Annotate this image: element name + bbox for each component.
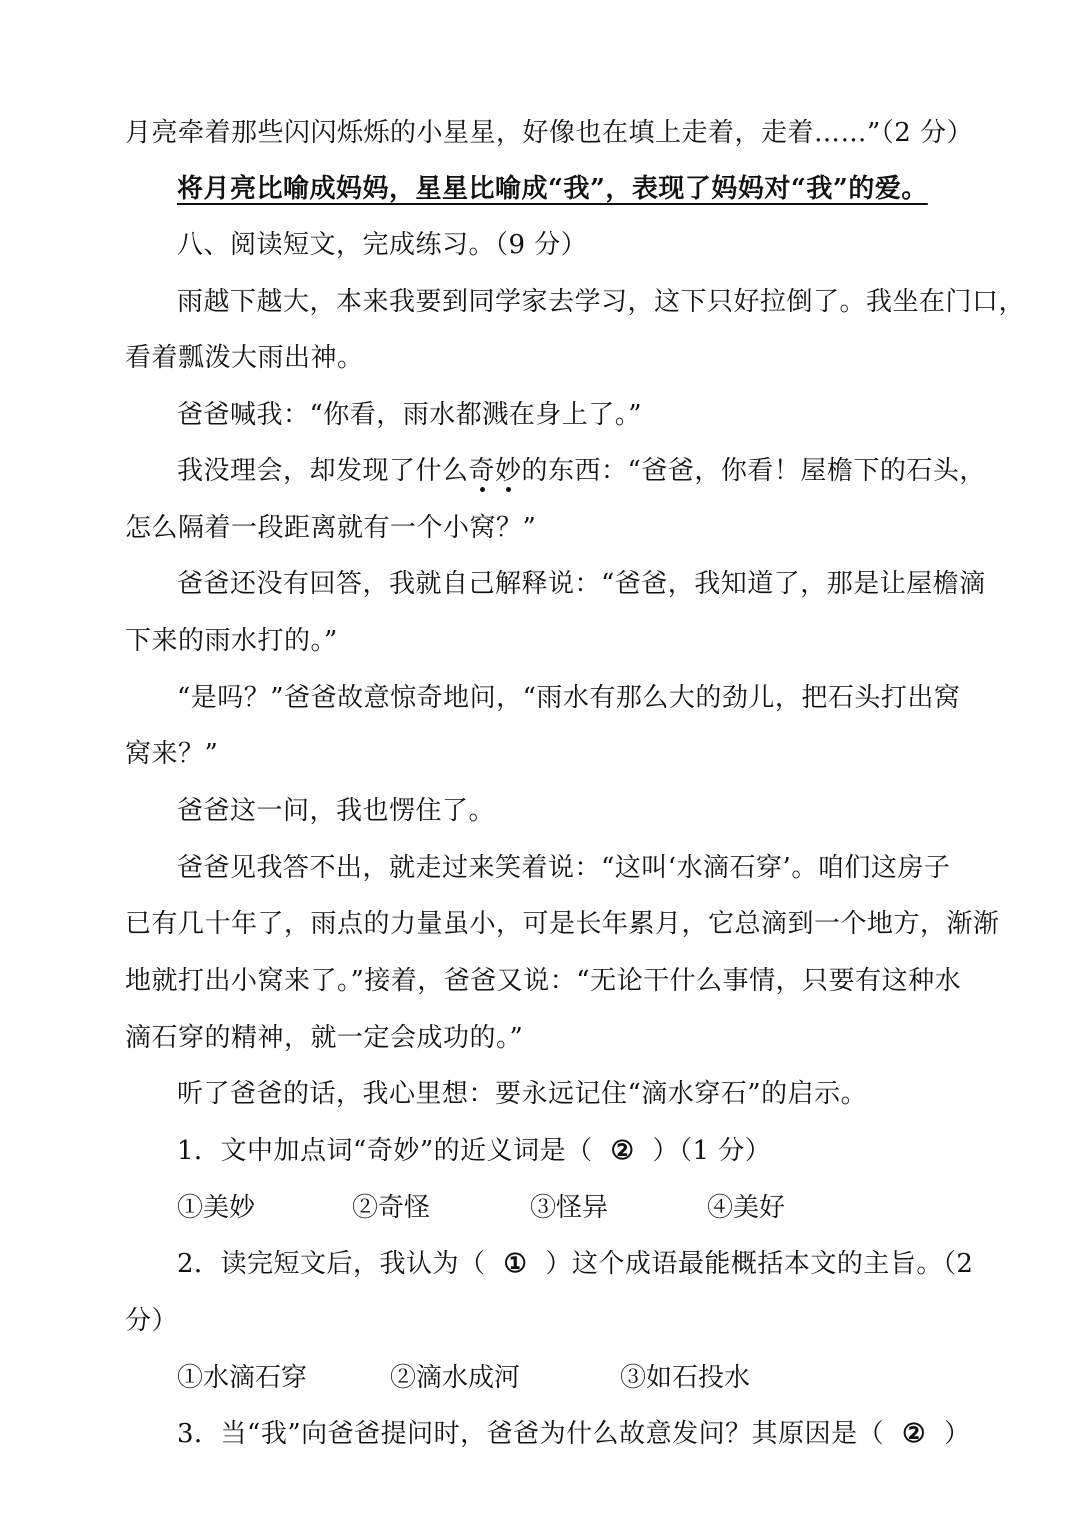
text-segment: 的东西：“爸爸，你看！屋檐下的石头， xyxy=(521,456,986,486)
paragraph-line: 爸爸喊我：“你看，雨水都溅在身上了。” xyxy=(177,400,643,430)
paragraph-line: “是吗？”爸爸故意惊奇地问，“雨水有那么大的劲儿，把石头打出窝 xyxy=(177,683,961,713)
paragraph-line: 听了爸爸的话，我心里想：要永远记住“滴水穿石”的启示。 xyxy=(177,1079,868,1109)
question-text: 2．读完短文后，我认为（ xyxy=(177,1249,486,1279)
paragraph-line: 已有几十年了，雨点的力量虽小，可是长年累月，它总滴到一个地方，渐渐 xyxy=(125,909,1000,939)
option-3: ③怪异 xyxy=(530,1193,609,1223)
paragraph-line xyxy=(177,454,986,488)
paragraph-line: 下来的雨水打的。” xyxy=(125,626,338,656)
paragraph-line: 窝来？” xyxy=(125,739,219,769)
option-2: ②奇怪 xyxy=(352,1193,431,1223)
text-line: 月亮牵着那些闪闪烁烁的小星星，好像也在填上走着，走着……”（2 分） xyxy=(125,118,974,148)
option-3: ③如石投水 xyxy=(620,1363,751,1393)
dotted-char: 奇 xyxy=(468,456,496,486)
paragraph-line: 看着瓢泼大雨出神。 xyxy=(125,343,364,373)
dotted-char: 妙 xyxy=(495,456,522,486)
paragraph-line: 怎么隔着一段距离就有一个小窝？” xyxy=(125,513,537,543)
question-text: ）（1 分） xyxy=(652,1136,772,1166)
question-3 xyxy=(177,1417,971,1451)
answer-mark: ① xyxy=(503,1249,528,1279)
answer-line: 将月亮比喻成妈妈，星星比喻成“我”，表现了妈妈对“我”的爱。 xyxy=(177,174,928,204)
question-1 xyxy=(177,1134,960,1168)
question-text: 1．文中加点词“奇妙”的近义词是（ xyxy=(177,1136,593,1166)
answer-mark: ② xyxy=(610,1136,635,1166)
dotted-word xyxy=(469,456,522,486)
question-text: 3．当“我”向爸爸提问时，爸爸为什么故意发问？其原因是（ xyxy=(177,1419,885,1449)
option-1: ①水滴石穿 xyxy=(177,1363,308,1393)
question-text: ） xyxy=(943,1419,971,1449)
section-heading: 八、阅读短文，完成练习。（9 分） xyxy=(177,230,588,260)
answer-mark: ② xyxy=(902,1419,926,1449)
paragraph-line: 爸爸见我答不出，就走过来笑着说：“这叫‘水滴石穿’。咱们这房子 xyxy=(177,853,951,883)
paragraph-line: 爸爸还没有回答，我就自己解释说：“爸爸，我知道了，那是让屋檐滴 xyxy=(177,569,986,599)
paragraph-line: 地就打出小窝来了。”接着，爸爸又说：“无论干什么事情，只要有这种水 xyxy=(125,966,962,996)
paragraph-line: 滴石穿的精神，就一定会成功的。” xyxy=(125,1023,524,1053)
option-2: ②滴水成河 xyxy=(390,1363,521,1393)
question-2 xyxy=(177,1247,974,1281)
text-segment: 我没理会，却发现了什么 xyxy=(177,456,469,486)
option-1: ①美妙 xyxy=(177,1193,256,1223)
paragraph-line: 爸爸这一问，我也愣住了。 xyxy=(177,796,496,826)
paragraph-line: 雨越下越大，本来我要到同学家去学习，这下只好拉倒了。我坐在门口， xyxy=(177,287,1026,317)
question-wrap: 分） xyxy=(125,1306,179,1336)
option-4: ④美好 xyxy=(707,1193,786,1223)
question-text: ）这个成语最能概括本文的主旨。（2 xyxy=(545,1249,974,1279)
